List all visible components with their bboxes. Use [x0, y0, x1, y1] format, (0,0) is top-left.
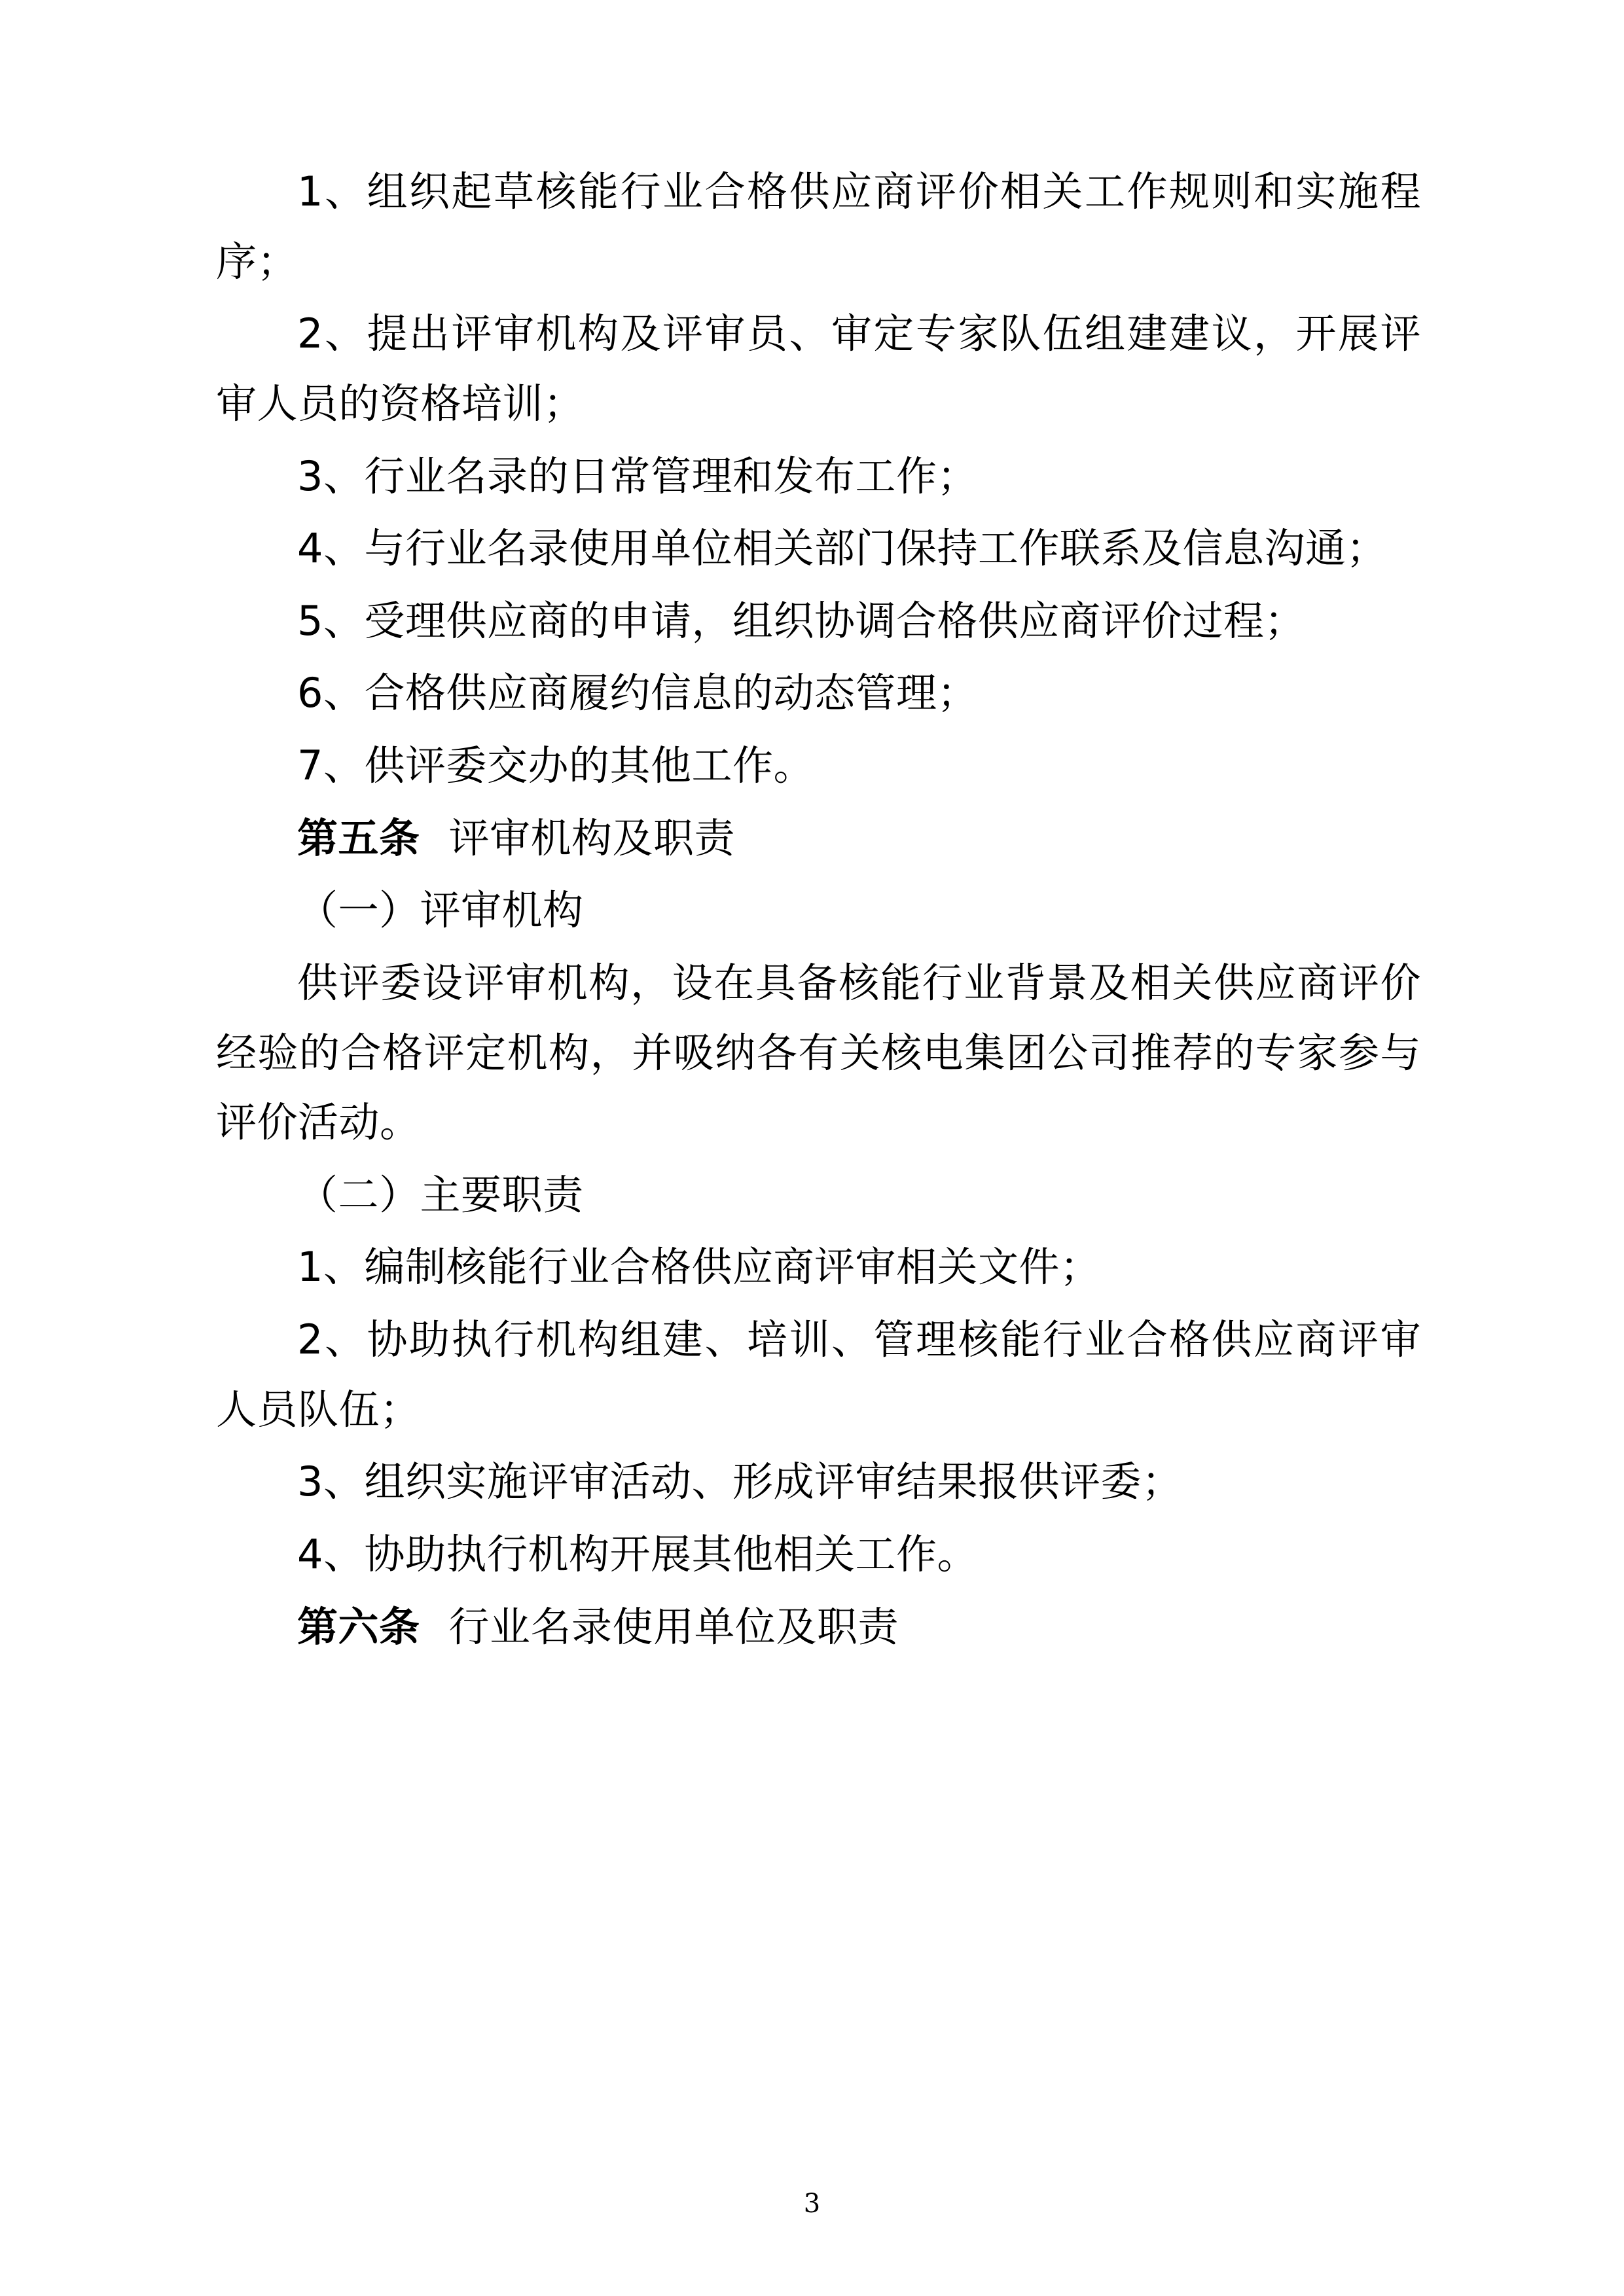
list-item: 3、组织实施评审活动、形成评审结果报供评委； — [297, 1458, 1183, 1506]
document-body — [216, 157, 1421, 1662]
section-heading-article-six — [216, 1592, 1421, 1662]
section-heading-label: 第五条 — [297, 814, 420, 862]
list-item: 4、协助执行机构开展其他相关工作。 — [297, 1530, 978, 1578]
list-item: 2、协助执行机构组建、培训、管理核能行业合格供应商评审人员队伍； — [216, 1316, 1421, 1433]
subsection-heading: （二）主要职责 — [297, 1170, 584, 1219]
section-heading-text: 行业名录使用单位及职责 — [448, 1602, 899, 1651]
section-heading-text: 评审机构及职责 — [448, 814, 736, 862]
section-heading-label: 第六条 — [297, 1602, 420, 1651]
list-item: 6、合格供应商履约信息的动态管理； — [297, 669, 978, 717]
list-item: 1、组织起草核能行业合格供应商评价相关工作规则和实施程序； — [216, 168, 1421, 285]
paragraph: 供评委设评审机构，设在具备核能行业背景及相关供应商评价经验的合格评定机构，并吸纳各有关核电集团公司推荐的专家参与评价活动。 — [216, 958, 1421, 1147]
page-number: 3 — [803, 2189, 821, 2219]
list-item: 7、供评委交办的其他工作。 — [297, 742, 814, 789]
list-item: 3、行业名录的日常管理和发布工作； — [297, 452, 978, 500]
list-item: 2、提出评审机构及评审员、审定专家队伍组建建议，开展评审人员的资格培训； — [216, 310, 1421, 427]
section-heading-article-five — [216, 804, 1421, 874]
list-item: 5、受理供应商的申请，组织协调合格供应商评价过程； — [297, 596, 1305, 645]
subsection-heading: （一）评审机构 — [297, 886, 584, 935]
list-item: 1、编制核能行业合格供应商评审相关文件； — [297, 1243, 1101, 1291]
list-item: 4、与行业名录使用单位相关部门保持工作联系及信息沟通； — [297, 524, 1387, 573]
